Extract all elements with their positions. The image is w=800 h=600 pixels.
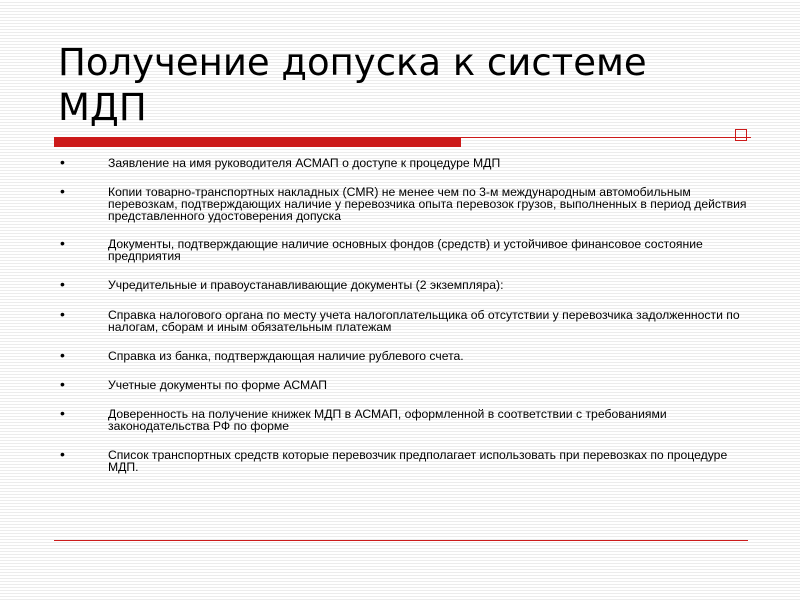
bullet-icon: • — [60, 183, 65, 199]
title-underline-thin — [461, 137, 751, 138]
decorative-square — [735, 129, 747, 141]
bullet-text: Список транспортных средств которые перевозчик предполагает использовать при перевозках по процедуре МДП. — [108, 448, 728, 474]
bullet-text: Копии товарно-транспортных накладных (CMR) не менее чем по 3-м международным автомобильным перевозкам, подтверждающих наличие у перевозчика опыта перевозок грузов, выполненных в период действия представленного удостоверения допуска — [108, 185, 747, 223]
bullet-text: Документы, подтверждающие наличие основных фондов (средств) и устойчивое финансовое состояние предприятия — [108, 237, 703, 263]
bullet-text: Заявление на имя руководителя АСМАП о доступе к процедуре МДП — [108, 156, 501, 170]
bullet-text: Справка налогового органа по месту учета налогоплательщика об отсутствии у перевозчика задолженности по налогам, сборам и иным обязательным платежам — [108, 308, 740, 334]
bullet-icon: • — [60, 276, 65, 292]
bullet-icon: • — [60, 235, 65, 251]
bullet-icon: • — [60, 376, 65, 392]
title-underline-thick — [54, 137, 461, 147]
bullet-icon: • — [60, 306, 65, 322]
bullet-text: Учредительные и правоустанавливающие документы (2 экземпляра): — [108, 278, 504, 292]
bullet-text: Доверенность на получение книжек МДП в АСМАП, оформленной в соответствии с требованиями законодательства РФ по форме — [108, 407, 667, 433]
bullet-text: Учетные документы по форме АСМАП — [108, 378, 327, 392]
slide-title: Получение допуска к системе МДП — [58, 41, 647, 129]
bullet-icon: • — [60, 405, 65, 421]
bullet-icon: • — [60, 446, 65, 462]
bullet-text: Справка из банка, подтверждающая наличие рублевого счета. — [108, 349, 464, 363]
footer-rule — [54, 540, 748, 541]
bullet-icon: • — [60, 347, 65, 363]
bullet-icon: • — [60, 154, 65, 170]
